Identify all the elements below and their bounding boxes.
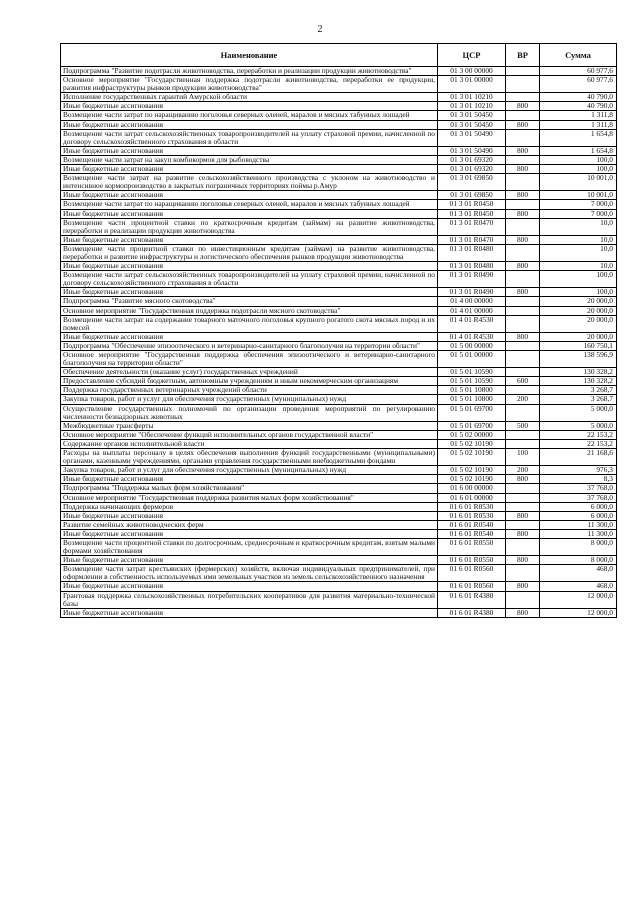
- row-csr-cell: 01 5 02 10190: [438, 475, 506, 484]
- row-csr-cell: 01 5 01 10800: [438, 395, 506, 404]
- row-sum-cell: 1 654,8: [540, 129, 617, 146]
- row-csr-cell: 01 3 01 R0450: [438, 209, 506, 218]
- row-name-cell: Иные бюджетные ассигнования: [61, 146, 438, 155]
- table-body: [61, 67, 617, 618]
- row-vr-cell: [506, 538, 540, 555]
- table-row: [61, 484, 617, 493]
- table-row: [61, 306, 617, 315]
- row-csr-cell: 01 3 01 R0490: [438, 288, 506, 297]
- row-name-cell: Иные бюджетные ассигнования: [61, 209, 438, 218]
- row-name-cell: Закупка товаров, работ и услуг для обеспечения государственных (муниципальных) нужд: [61, 466, 438, 475]
- row-csr-cell: 01 6 01 R0550: [438, 556, 506, 565]
- row-csr-cell: 01 6 01 00000: [438, 493, 506, 502]
- row-vr-cell: [506, 315, 540, 332]
- row-csr-cell: 01 4 01 00000: [438, 306, 506, 315]
- row-csr-cell: 01 3 01 69850: [438, 174, 506, 191]
- row-name-cell: Иные бюджетные ассигнования: [61, 529, 438, 538]
- row-vr-cell: [506, 67, 540, 76]
- row-name-cell: Иные бюджетные ассигнования: [61, 165, 438, 174]
- row-vr-cell: 800: [506, 235, 540, 244]
- row-sum-cell: 7 000,0: [540, 200, 617, 209]
- row-csr-cell: 01 4 01 R4530: [438, 332, 506, 341]
- row-name-cell: Возмещение части процентной ставки по инвестиционным кредитам (займам) на развитие животноводства, переработки и развитие инфраструктуры и логистического обеспечения рынков продукции животноводства: [61, 244, 438, 261]
- row-sum-cell: 20 000,0: [540, 306, 617, 315]
- row-csr-cell: 01 3 01 R0450: [438, 200, 506, 209]
- table-row: [61, 475, 617, 484]
- row-name-cell: Иные бюджетные ассигнования: [61, 475, 438, 484]
- row-name-cell: Возмещение части затрат сельскохозяйственных товаропроизводителей на уплату страховой премии, начисленной по договору сельскохозяйственного страхования в области: [61, 271, 438, 288]
- row-sum-cell: 5 000,0: [540, 421, 617, 430]
- table-row: [61, 529, 617, 538]
- row-csr-cell: 01 3 01 00000: [438, 76, 506, 93]
- row-name-cell: Иные бюджетные ассигнования: [61, 332, 438, 341]
- row-csr-cell: 01 6 01 R0530: [438, 502, 506, 511]
- table-row: [61, 191, 617, 200]
- row-vr-cell: 800: [506, 511, 540, 520]
- row-csr-cell: 01 5 01 10590: [438, 368, 506, 377]
- row-vr-cell: [506, 306, 540, 315]
- row-vr-cell: [506, 218, 540, 235]
- row-csr-cell: 01 5 01 10800: [438, 386, 506, 395]
- row-sum-cell: 7 000,0: [540, 209, 617, 218]
- row-sum-cell: 10 001,0: [540, 191, 617, 200]
- row-name-cell: Возмещение части затрат по наращиванию поголовья северных оленей, маралов и мясных табунных лошадей: [61, 111, 438, 120]
- row-sum-cell: 130 328,2: [540, 368, 617, 377]
- row-sum-cell: 130 328,2: [540, 377, 617, 386]
- row-sum-cell: 138 596,9: [540, 351, 617, 368]
- row-name-cell: Иные бюджетные ассигнования: [61, 120, 438, 129]
- row-vr-cell: [506, 591, 540, 608]
- row-sum-cell: 100,0: [540, 288, 617, 297]
- row-vr-cell: [506, 271, 540, 288]
- row-sum-cell: 60 977,6: [540, 76, 617, 93]
- row-vr-cell: [506, 439, 540, 448]
- row-vr-cell: [506, 565, 540, 582]
- row-sum-cell: 100,0: [540, 271, 617, 288]
- table-row: [61, 502, 617, 511]
- table-row: [61, 288, 617, 297]
- row-name-cell: Содержание органов исполнительной власти: [61, 439, 438, 448]
- row-sum-cell: 468,0: [540, 582, 617, 591]
- row-csr-cell: 01 6 01 R0530: [438, 511, 506, 520]
- row-vr-cell: [506, 493, 540, 502]
- row-csr-cell: 01 6 01 R0560: [438, 565, 506, 582]
- table-row: [61, 404, 617, 421]
- row-csr-cell: 01 6 01 R0540: [438, 520, 506, 529]
- row-name-cell: Иные бюджетные ассигнования: [61, 262, 438, 271]
- table-row: [61, 591, 617, 608]
- row-sum-cell: 976,3: [540, 466, 617, 475]
- row-vr-cell: 800: [506, 191, 540, 200]
- row-name-cell: Возмещение части затрат на развитие сельскохозяйственного производства с уклоном на животноводство и интенсивное кормопроизводство в закрытых пограничных территориях поймы р.Амур: [61, 174, 438, 191]
- row-csr-cell: 01 6 01 R0550: [438, 538, 506, 555]
- table-row: [61, 556, 617, 565]
- table-row: [61, 315, 617, 332]
- row-csr-cell: 01 3 01 69320: [438, 165, 506, 174]
- row-sum-cell: 12 000,0: [540, 591, 617, 608]
- row-csr-cell: 01 6 01 R0560: [438, 582, 506, 591]
- row-name-cell: Иные бюджетные ассигнования: [61, 608, 438, 617]
- row-name-cell: Основное мероприятие "Обеспечение функций исполнительных органов государственной власти": [61, 430, 438, 439]
- row-vr-cell: 800: [506, 475, 540, 484]
- row-vr-cell: 200: [506, 395, 540, 404]
- row-vr-cell: 800: [506, 146, 540, 155]
- row-sum-cell: 11 300,0: [540, 529, 617, 538]
- table-row: [61, 341, 617, 350]
- row-vr-cell: 800: [506, 608, 540, 617]
- table-row: [61, 297, 617, 306]
- row-vr-cell: [506, 502, 540, 511]
- row-sum-cell: 22 153,2: [540, 430, 617, 439]
- table-row: [61, 538, 617, 555]
- row-csr-cell: 01 3 01 50490: [438, 129, 506, 146]
- row-name-cell: Иные бюджетные ассигнования: [61, 235, 438, 244]
- row-sum-cell: 1 311,8: [540, 111, 617, 120]
- row-csr-cell: 01 4 01 R4530: [438, 315, 506, 332]
- row-vr-cell: 600: [506, 377, 540, 386]
- row-csr-cell: 01 3 01 50450: [438, 120, 506, 129]
- row-vr-cell: 200: [506, 466, 540, 475]
- row-vr-cell: 800: [506, 582, 540, 591]
- row-csr-cell: 01 3 01 50490: [438, 146, 506, 155]
- table-row: [61, 165, 617, 174]
- table-row: [61, 395, 617, 404]
- row-name-cell: Поддержка начинающих фермеров: [61, 502, 438, 511]
- table-row: [61, 129, 617, 146]
- row-sum-cell: 40 790,0: [540, 102, 617, 111]
- row-name-cell: Исполнение государственных гарантий Амурской области: [61, 93, 438, 102]
- row-sum-cell: 160 750,1: [540, 341, 617, 350]
- table-row: [61, 493, 617, 502]
- row-vr-cell: [506, 386, 540, 395]
- row-csr-cell: 01 3 00 00000: [438, 67, 506, 76]
- budget-table: [60, 43, 617, 618]
- row-name-cell: Иные бюджетные ассигнования: [61, 102, 438, 111]
- row-csr-cell: 01 5 02 00000: [438, 430, 506, 439]
- row-sum-cell: 100,0: [540, 155, 617, 164]
- row-csr-cell: 01 6 01 R4380: [438, 608, 506, 617]
- row-name-cell: Иные бюджетные ассигнования: [61, 582, 438, 591]
- row-csr-cell: 01 5 01 10590: [438, 377, 506, 386]
- row-name-cell: Возмещение части процентной ставки по долгосрочным, среднесрочным и краткосрочным кредитам, взятым малыми формами хозяйствования: [61, 538, 438, 555]
- row-csr-cell: 01 3 01 R0480: [438, 262, 506, 271]
- row-vr-cell: 800: [506, 556, 540, 565]
- row-csr-cell: 01 6 01 R4380: [438, 591, 506, 608]
- row-name-cell: Подпрограмма "Развитие подотрасли животноводства, переработки и реализации продукции животноводства": [61, 67, 438, 76]
- table-row: [61, 386, 617, 395]
- row-name-cell: Возмещение части затрат крестьянских (фермерских) хозяйств, включая индивидуальных предпринимателей, при оформлении в собственность используемых ими земельных участков из земель сельскохозяйственного назначения: [61, 565, 438, 582]
- row-name-cell: Грантовая поддержка сельскохозяйственных потребительских кооперативов для развития материально-технической базы: [61, 591, 438, 608]
- row-name-cell: Иные бюджетные ассигнования: [61, 511, 438, 520]
- row-vr-cell: 800: [506, 102, 540, 111]
- row-name-cell: Межбюджетные трансферты: [61, 421, 438, 430]
- table-row: [61, 565, 617, 582]
- row-csr-cell: 01 3 01 R0470: [438, 235, 506, 244]
- row-name-cell: Подпрограмма "Развитие мясного скотоводства": [61, 297, 438, 306]
- row-sum-cell: 20 000,0: [540, 297, 617, 306]
- row-name-cell: Возмещение части затрат по наращиванию поголовья северных оленей, маралов и мясных табунных лошадей: [61, 200, 438, 209]
- table-row: [61, 244, 617, 261]
- row-vr-cell: [506, 368, 540, 377]
- table-row: [61, 200, 617, 209]
- row-name-cell: Подпрограмма "Обеспечение эпизоотического и ветеринарно-санитарного благополучия на территории области": [61, 341, 438, 350]
- row-sum-cell: 5 000,0: [540, 404, 617, 421]
- table-row: [61, 120, 617, 129]
- table-row: [61, 93, 617, 102]
- row-name-cell: Возмещение части затрат на закуп комбикормов для рыбоводства: [61, 155, 438, 164]
- row-name-cell: Иные бюджетные ассигнования: [61, 191, 438, 200]
- row-vr-cell: 100: [506, 449, 540, 466]
- row-name-cell: Возмещение части затрат сельскохозяйственных товаропроизводителей на уплату страховой премии, начисленной по договору сельскохозяйственного страхования в области: [61, 129, 438, 146]
- row-sum-cell: 10,0: [540, 262, 617, 271]
- row-csr-cell: 01 5 01 69700: [438, 404, 506, 421]
- row-sum-cell: 6 000,0: [540, 511, 617, 520]
- row-csr-cell: 01 5 01 69700: [438, 421, 506, 430]
- row-sum-cell: 11 300,0: [540, 520, 617, 529]
- table-row: [61, 235, 617, 244]
- row-sum-cell: 6 000,0: [540, 502, 617, 511]
- row-vr-cell: [506, 93, 540, 102]
- row-sum-cell: 10,0: [540, 235, 617, 244]
- table-row: [61, 439, 617, 448]
- table-row: [61, 76, 617, 93]
- row-sum-cell: 20 000,0: [540, 332, 617, 341]
- row-vr-cell: [506, 76, 540, 93]
- row-sum-cell: 60 977,6: [540, 67, 617, 76]
- table-row: [61, 209, 617, 218]
- row-vr-cell: 800: [506, 262, 540, 271]
- row-vr-cell: 800: [506, 120, 540, 129]
- row-name-cell: Обеспечение деятельности (оказание услуг) государственных учреждений: [61, 368, 438, 377]
- row-name-cell: Основное мероприятие "Государственная поддержка подотрасли мясного скотоводства": [61, 306, 438, 315]
- row-name-cell: Расходы на выплаты персоналу в целях обеспечения выполнения функций государственными (муниципальными) органами, казенными учреждениями, органами управления государственными внебюджетными фондами: [61, 449, 438, 466]
- row-csr-cell: 01 3 01 69850: [438, 191, 506, 200]
- table-header-row: [61, 44, 617, 67]
- row-vr-cell: 800: [506, 209, 540, 218]
- row-name-cell: Иные бюджетные ассигнования: [61, 556, 438, 565]
- row-name-cell: Иные бюджетные ассигнования: [61, 288, 438, 297]
- row-csr-cell: 01 6 01 R0540: [438, 529, 506, 538]
- row-vr-cell: 800: [506, 165, 540, 174]
- row-sum-cell: 3 268,7: [540, 395, 617, 404]
- row-sum-cell: 40 790,0: [540, 93, 617, 102]
- row-name-cell: Поддержка государственных ветеринарных учреждений области: [61, 386, 438, 395]
- row-sum-cell: 20 000,0: [540, 315, 617, 332]
- table-row: [61, 332, 617, 341]
- table-row: [61, 102, 617, 111]
- row-vr-cell: [506, 174, 540, 191]
- table-row: [61, 146, 617, 155]
- row-csr-cell: 01 5 02 10190: [438, 466, 506, 475]
- table-row: [61, 155, 617, 164]
- row-sum-cell: 468,0: [540, 565, 617, 582]
- row-vr-cell: [506, 341, 540, 350]
- row-name-cell: Возмещение части процентной ставки по краткосрочным кредитам (займам) на развитие животноводства, переработки и реализации продукции животноводства: [61, 218, 438, 235]
- row-sum-cell: 100,0: [540, 165, 617, 174]
- row-name-cell: Возмещение части затрат на содержание товарного маточного поголовья крупного рогатого скота мясных пород и их помесей: [61, 315, 438, 332]
- header-name: Наименование: [61, 44, 438, 67]
- row-vr-cell: 800: [506, 332, 540, 341]
- table-row: [61, 430, 617, 439]
- page-number: 2: [317, 24, 323, 35]
- row-sum-cell: 1 311,8: [540, 120, 617, 129]
- row-csr-cell: 01 3 01 10210: [438, 102, 506, 111]
- header-vr: ВР: [506, 44, 540, 67]
- row-vr-cell: [506, 297, 540, 306]
- row-csr-cell: 01 3 01 69320: [438, 155, 506, 164]
- row-name-cell: Основное мероприятие "Государственная поддержка развития малых форм хозяйствования": [61, 493, 438, 502]
- table-row: [61, 368, 617, 377]
- row-vr-cell: 800: [506, 288, 540, 297]
- row-csr-cell: 01 3 01 R0470: [438, 218, 506, 235]
- row-csr-cell: 01 3 01 R0480: [438, 244, 506, 261]
- row-sum-cell: 22 153,2: [540, 439, 617, 448]
- row-vr-cell: [506, 520, 540, 529]
- table-row: [61, 351, 617, 368]
- row-csr-cell: 01 3 01 50450: [438, 111, 506, 120]
- table-row: [61, 421, 617, 430]
- row-name-cell: Развитие семейных животноводческих ферм: [61, 520, 438, 529]
- row-vr-cell: 500: [506, 421, 540, 430]
- row-vr-cell: [506, 200, 540, 209]
- row-vr-cell: [506, 430, 540, 439]
- row-sum-cell: 8 000,0: [540, 556, 617, 565]
- table-row: [61, 377, 617, 386]
- row-csr-cell: 01 4 00 00000: [438, 297, 506, 306]
- row-name-cell: Основное мероприятие "Государственная поддержка обеспечения эпизоотического и ветеринарно-санитарного благополучия на территории области": [61, 351, 438, 368]
- row-sum-cell: 37 768,0: [540, 493, 617, 502]
- row-csr-cell: 01 5 02 10190: [438, 439, 506, 448]
- row-csr-cell: 01 6 00 00000: [438, 484, 506, 493]
- table-row: [61, 520, 617, 529]
- table-row: [61, 67, 617, 76]
- row-csr-cell: 01 5 00 00000: [438, 341, 506, 350]
- row-sum-cell: 3 268,7: [540, 386, 617, 395]
- row-sum-cell: 12 000,0: [540, 608, 617, 617]
- row-vr-cell: [506, 404, 540, 421]
- table-row: [61, 466, 617, 475]
- row-vr-cell: [506, 484, 540, 493]
- table-row: [61, 111, 617, 120]
- row-csr-cell: 01 5 02 10190: [438, 449, 506, 466]
- table-row: [61, 174, 617, 191]
- row-sum-cell: 10 001,0: [540, 174, 617, 191]
- header-csr: ЦСР: [438, 44, 506, 67]
- row-vr-cell: [506, 351, 540, 368]
- row-name-cell: Предоставление субсидий бюджетным, автономным учреждениям и иным некоммерческим организациям: [61, 377, 438, 386]
- row-vr-cell: 800: [506, 529, 540, 538]
- row-name-cell: Основное мероприятие "Государственная поддержка подотрасли животноводства, переработки ее продукции, развития инфраструктуры рынков продукции животноводства": [61, 76, 438, 93]
- row-name-cell: Осуществление государственных полномочий по организации проведения мероприятий по регулированию численности безнадзорных животных: [61, 404, 438, 421]
- table-row: [61, 608, 617, 617]
- row-sum-cell: 10,0: [540, 244, 617, 261]
- table-row: [61, 271, 617, 288]
- row-sum-cell: 21 168,6: [540, 449, 617, 466]
- row-vr-cell: [506, 244, 540, 261]
- row-sum-cell: 8,3: [540, 475, 617, 484]
- row-csr-cell: 01 5 01 00000: [438, 351, 506, 368]
- row-sum-cell: 8 000,0: [540, 538, 617, 555]
- table-row: [61, 218, 617, 235]
- table-row: [61, 449, 617, 466]
- table-row: [61, 511, 617, 520]
- row-vr-cell: [506, 129, 540, 146]
- table-row: [61, 582, 617, 591]
- table-row: [61, 262, 617, 271]
- row-sum-cell: 37 768,0: [540, 484, 617, 493]
- row-name-cell: Закупка товаров, работ и услуг для обеспечения государственных (муниципальных) нужд: [61, 395, 438, 404]
- header-sum: Сумма: [540, 44, 617, 67]
- row-vr-cell: [506, 155, 540, 164]
- row-csr-cell: 01 3 01 R0490: [438, 271, 506, 288]
- row-sum-cell: 10,0: [540, 218, 617, 235]
- row-sum-cell: 1 654,8: [540, 146, 617, 155]
- row-csr-cell: 01 3 01 10210: [438, 93, 506, 102]
- row-name-cell: Подпрограмма "Поддержка малых форм хозяйствования": [61, 484, 438, 493]
- row-vr-cell: [506, 111, 540, 120]
